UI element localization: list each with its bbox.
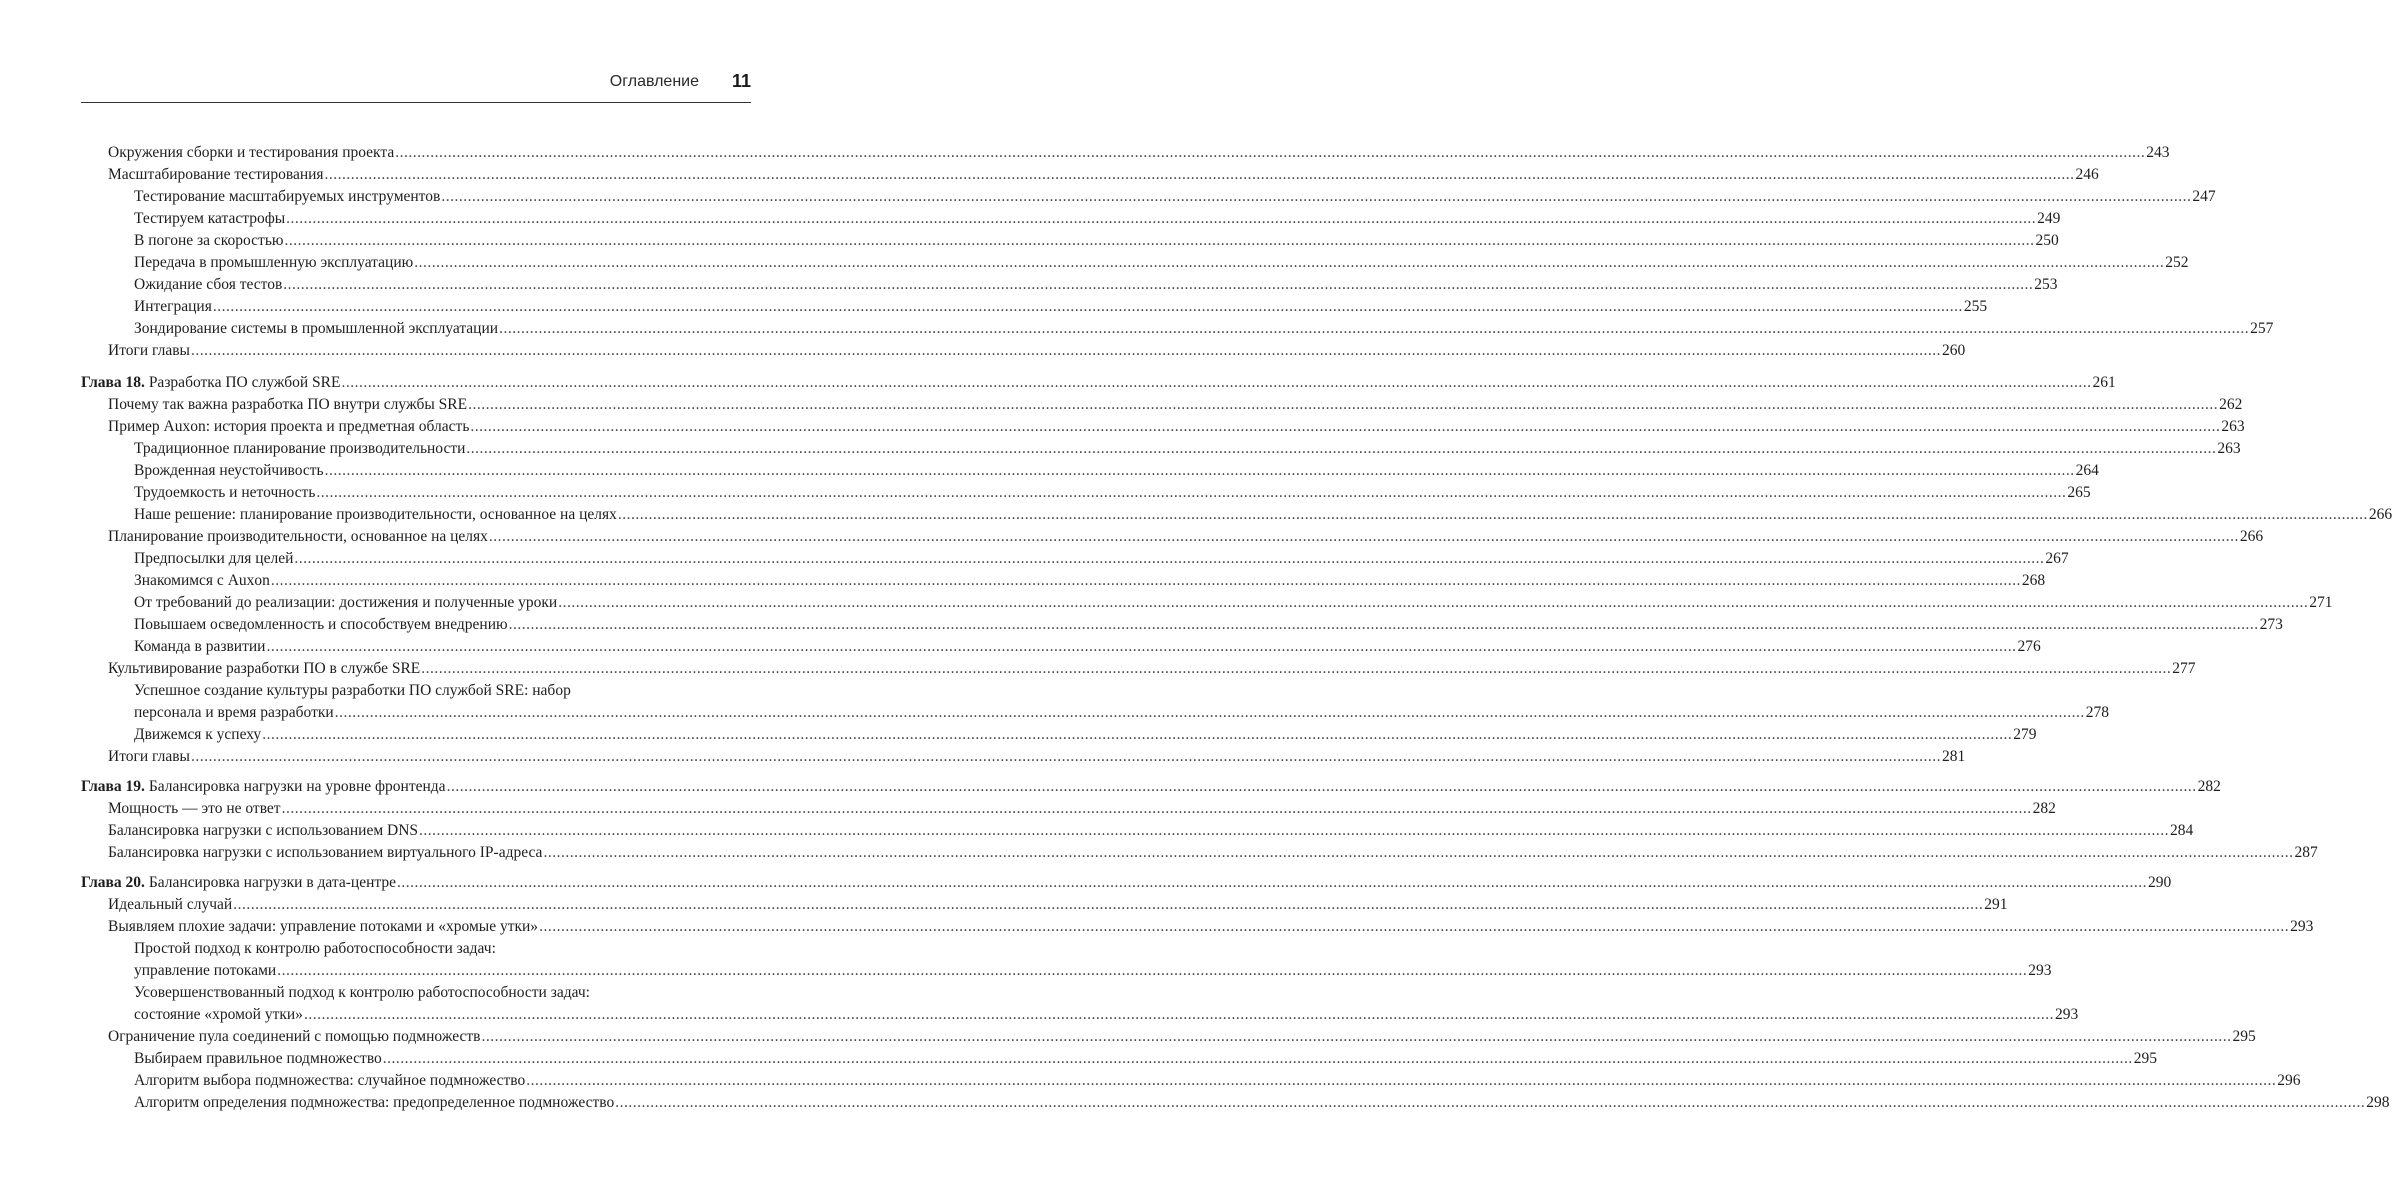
dot-leader: ................................................................................................................................................................................................................................................................................................................................................................................................................ [446,778,2197,795]
toc-entry-title: Трудоемкость и неточность [134,484,316,501]
dot-leader: ................................................................................................................................................................................................................................................................................................................................................................................................................ [294,550,2045,567]
toc-entry-title: Культивирование разработки ПО в службе SRE [108,660,421,677]
toc-page-number: 281 [1941,748,1966,765]
toc-entry [81,296,1988,318]
toc-entry-title: Итоги главы [108,748,190,765]
toc-entry [81,460,2099,482]
toc-entry-title: Алгоритм выбора подмножества: случайное подмножество [134,1072,526,1089]
dot-leader: ................................................................................................................................................................................................................................................................................................................................................................................................................ [421,660,2172,677]
toc-entry [81,208,2061,230]
dot-leader: ................................................................................................................................................................................................................................................................................................................................................................................................................ [481,1028,2232,1045]
dot-leader: ................................................................................................................................................................................................................................................................................................................................................................................................................ [266,638,2017,655]
toc-page-number: 273 [2259,616,2283,633]
toc-page-number: 290 [2147,874,2172,891]
chapter-label: Глава 19. [81,778,145,795]
dot-leader: ................................................................................................................................................................................................................................................................................................................................................................................................................ [419,822,2170,839]
dot-leader: ................................................................................................................................................................................................................................................................................................................................................................................................................ [270,572,2021,589]
toc-entry [81,274,2058,296]
toc-entry-title: Ожидание сбоя тестов [134,276,283,293]
toc-page-number: 266 [2368,506,2392,523]
toc-page-number: 293 [2290,918,2314,935]
toc-page-number: 261 [2092,374,2116,391]
toc-page-number: 293 [2028,962,2052,979]
toc-page-number: 296 [2277,1072,2301,1089]
toc-page-number: 246 [2075,166,2099,183]
toc-entry [81,1048,2158,1070]
toc-entry-title: Выбираем правильное подмножество [134,1050,382,1067]
dot-leader: ................................................................................................................................................................................................................................................................................................................................................................................................................ [324,462,2075,479]
toc-entry-title: Традиционное планирование производительности [134,440,466,457]
dot-leader: ................................................................................................................................................................................................................................................................................................................................................................................................................ [283,276,2034,293]
toc-entry-title: Тестируем катастрофы [134,210,286,227]
toc-entry-title: Движемся к успеху [134,726,262,743]
toc-entry-title: Знакомимся с Auxon [134,572,270,589]
toc-entry-title-continued: персонала и время разработки [134,704,334,721]
dot-leader: ................................................................................................................................................................................................................................................................................................................................................................................................................ [382,1050,2133,1067]
toc-entry-title: Команда в развитии [134,638,266,655]
toc-entry [81,1026,2256,1048]
dot-leader: ................................................................................................................................................................................................................................................................................................................................................................................................................ [286,210,2037,227]
toc-entry [81,1070,2301,1092]
chapter-label: Глава 18. [81,374,145,391]
toc-entry [81,724,2037,746]
toc-page-number: 282 [2197,778,2221,795]
dot-leader: ................................................................................................................................................................................................................................................................................................................................................................................................................ [526,1072,2277,1089]
toc-entry-title-continued: управление потоками [134,962,277,979]
dot-leader: ................................................................................................................................................................................................................................................................................................................................................................................................................ [414,254,2165,271]
dot-leader: ................................................................................................................................................................................................................................................................................................................................................................................................................ [190,342,1941,359]
running-header [81,64,751,103]
dot-leader: ................................................................................................................................................................................................................................................................................................................................................................................................................ [281,800,2032,817]
toc-entry [81,636,2041,658]
toc-page-number: 253 [2034,276,2058,293]
dot-leader: ................................................................................................................................................................................................................................................................................................................................................................................................................ [277,962,2028,979]
toc-entry-title: Балансировка нагрузки на уровне фронтенда [148,778,446,795]
toc-entry [81,894,2008,916]
dot-leader: ................................................................................................................................................................................................................................................................................................................................................................................................................ [615,1094,2366,1111]
toc-entry [81,548,2069,570]
toc-entry-title: Пример Auxon: история проекта и предметная область [108,418,470,435]
toc-page-number: 252 [2165,254,2189,271]
toc-entry-title: Масштабирование тестирования [108,166,324,183]
toc-entry [81,230,2059,252]
toc-page-number: 250 [2035,232,2059,249]
dot-leader: ................................................................................................................................................................................................................................................................................................................................................................................................................ [543,844,2294,861]
toc-page-number: 263 [2217,440,2241,457]
toc-page-number: 284 [2170,822,2194,839]
toc-entry [81,252,2189,274]
toc-entry-title: Планирование производительности, основанное на целях [108,528,488,545]
toc-page-number: 293 [2054,1006,2079,1023]
toc-entry [81,438,2241,460]
toc-page-number: 291 [1984,896,2008,913]
dot-leader: ................................................................................................................................................................................................................................................................................................................................................................................................................ [558,594,2309,611]
toc-entry-title-continued: состояние «хромой утки» [134,1006,303,1023]
toc-entry-title: В погоне за скоростью [134,232,284,249]
toc-entry [81,592,2333,614]
toc-entry-title: Разработка ПО службой SRE [148,374,341,391]
toc-entry [81,340,1966,362]
toc-entry-title: Балансировка нагрузки с использованием виртуального IP-адреса [108,844,543,861]
toc-entry [81,680,2109,724]
dot-leader: ................................................................................................................................................................................................................................................................................................................................................................................................................ [470,418,2221,435]
toc-page-number: 263 [2221,418,2245,435]
toc-entry-title: Балансировка нагрузки с использованием DNS [108,822,419,839]
toc-entry [81,798,2056,820]
toc-entry [81,142,2170,164]
dot-leader: ................................................................................................................................................................................................................................................................................................................................................................................................................ [316,484,2067,501]
toc-entry-title: Ограничение пула соединений с помощью подмножеств [108,1028,481,1045]
toc-entry-title: Передача в промышленную эксплуатацию [134,254,414,271]
toc-entry [81,186,2216,208]
toc-entry [81,746,1966,768]
toc-page-number: 282 [2032,800,2056,817]
dot-leader: ................................................................................................................................................................................................................................................................................................................................................................................................................ [212,298,1963,315]
toc-entry-title: Интеграция [134,298,212,315]
toc-entry-title: Повышаем осведомленность и способствуем внедрению [134,616,508,633]
toc-page-number: 279 [2013,726,2037,743]
dot-leader: ................................................................................................................................................................................................................................................................................................................................................................................................................ [324,166,2075,183]
toc-page-number: 298 [2366,1094,2390,1111]
toc-entry [81,526,2264,548]
toc-entry [81,938,2052,982]
toc-page-number: 295 [2232,1028,2256,1045]
toc-entry-title: Итоги главы [108,342,190,359]
toc-entry-title: Предпосылки для целей [134,550,294,567]
dot-leader: ................................................................................................................................................................................................................................................................................................................................................................................................................ [468,396,2219,413]
toc-page-number: 268 [2021,572,2046,589]
toc-entry-title: Зондирование системы в промышленной эксплуатации [134,320,499,337]
toc-entry [81,1092,2390,1114]
toc-page-number: 271 [2309,594,2333,611]
toc-entry-title: Идеальный случай [108,896,233,913]
dot-leader: ................................................................................................................................................................................................................................................................................................................................................................................................................ [262,726,2013,743]
dot-leader: ................................................................................................................................................................................................................................................................................................................................................................................................................ [395,144,2146,161]
toc-page-number: 266 [2239,528,2264,545]
toc-page-number: 264 [2075,462,2099,479]
toc-entry-title: От требований до реализации: достижения и полученные уроки [134,594,558,611]
toc-entry-title: Наше решение: планирование производительности, основанное на целях [134,506,617,523]
header-page-number: 11 [731,71,751,91]
toc-entry-title: Успешное создание культуры разработки ПО службой SRE: набор [134,682,571,699]
toc-page-number: 265 [2067,484,2091,501]
toc-entry-title: Тестирование масштабируемых инструментов [134,188,441,205]
toc-page-number: 249 [2037,210,2061,227]
toc-chapter-entry [81,776,2221,798]
dot-leader: ................................................................................................................................................................................................................................................................................................................................................................................................................ [190,748,1941,765]
toc-entry-title: Простой подход к контролю работоспособности задач: [134,940,496,957]
dot-leader: ................................................................................................................................................................................................................................................................................................................................................................................................................ [334,704,2085,721]
dot-leader: ................................................................................................................................................................................................................................................................................................................................................................................................................ [441,188,2192,205]
toc-page-number: 277 [2172,660,2196,677]
chapter-label: Глава 20. [81,874,145,891]
toc-entry-title: Балансировка нагрузки в дата-центре [148,874,396,891]
toc-entry-title: Врожденная неустойчивость [134,462,324,479]
toc-entry [81,614,2283,636]
toc-entry [81,820,2194,842]
toc-page-number: 243 [2146,144,2170,161]
toc-entry [81,482,2091,504]
toc-entry [81,504,2392,526]
header-title: Оглавление [609,73,699,90]
toc-entry [81,916,2314,938]
toc-chapter-entry [81,872,2172,894]
toc-page-number: 295 [2133,1050,2158,1067]
toc-page-number: 257 [2250,320,2274,337]
toc-entry [81,394,2243,416]
toc-entry-title: Усовершенствованный подход к контролю работоспособности задач: [134,984,590,1001]
toc-page-number: 247 [2192,188,2216,205]
toc-entry [81,416,2245,438]
dot-leader: ................................................................................................................................................................................................................................................................................................................................................................................................................ [396,874,2147,891]
dot-leader: ................................................................................................................................................................................................................................................................................................................................................................................................................ [466,440,2217,457]
toc-entry-title: Мощность — это не ответ [108,800,281,817]
toc-entry [81,318,2274,340]
toc-entry-title: Почему так важна разработка ПО внутри службы SRE [108,396,468,413]
toc-page-number: 262 [2219,396,2243,413]
toc-entry-title: Окружения сборки и тестирования проекта [108,144,395,161]
dot-leader: ................................................................................................................................................................................................................................................................................................................................................................................................................ [303,1006,2054,1023]
toc-entry [81,842,2318,864]
toc-page-number: 267 [2045,550,2069,567]
dot-leader: ................................................................................................................................................................................................................................................................................................................................................................................................................ [499,320,2250,337]
dot-leader: ................................................................................................................................................................................................................................................................................................................................................................................................................ [341,374,2092,391]
toc-entry-title: Выявляем плохие задачи: управление потоками и «хромые утки» [108,918,539,935]
toc-entry [81,658,2196,680]
dot-leader: ................................................................................................................................................................................................................................................................................................................................................................................................................ [508,616,2259,633]
toc-page-number: 255 [1963,298,1988,315]
dot-leader: ................................................................................................................................................................................................................................................................................................................................................................................................................ [488,528,2239,545]
dot-leader: ................................................................................................................................................................................................................................................................................................................................................................................................................ [539,918,2290,935]
toc-entry [81,164,2099,186]
toc-chapter-entry [81,372,2116,394]
dot-leader: ................................................................................................................................................................................................................................................................................................................................................................................................................ [617,506,2368,523]
dot-leader: ................................................................................................................................................................................................................................................................................................................................................................................................................ [284,232,2035,249]
toc-page-number: 287 [2294,844,2318,861]
toc-page-number: 278 [2085,704,2109,721]
toc-page-number: 276 [2017,638,2041,655]
dot-leader: ................................................................................................................................................................................................................................................................................................................................................................................................................ [233,896,1984,913]
toc-page-number: 260 [1941,342,1966,359]
toc-entry-title: Алгоритм определения подмножества: предопределенное подмножество [134,1094,615,1111]
toc-entry [81,570,2046,592]
toc-entry [81,982,2079,1026]
